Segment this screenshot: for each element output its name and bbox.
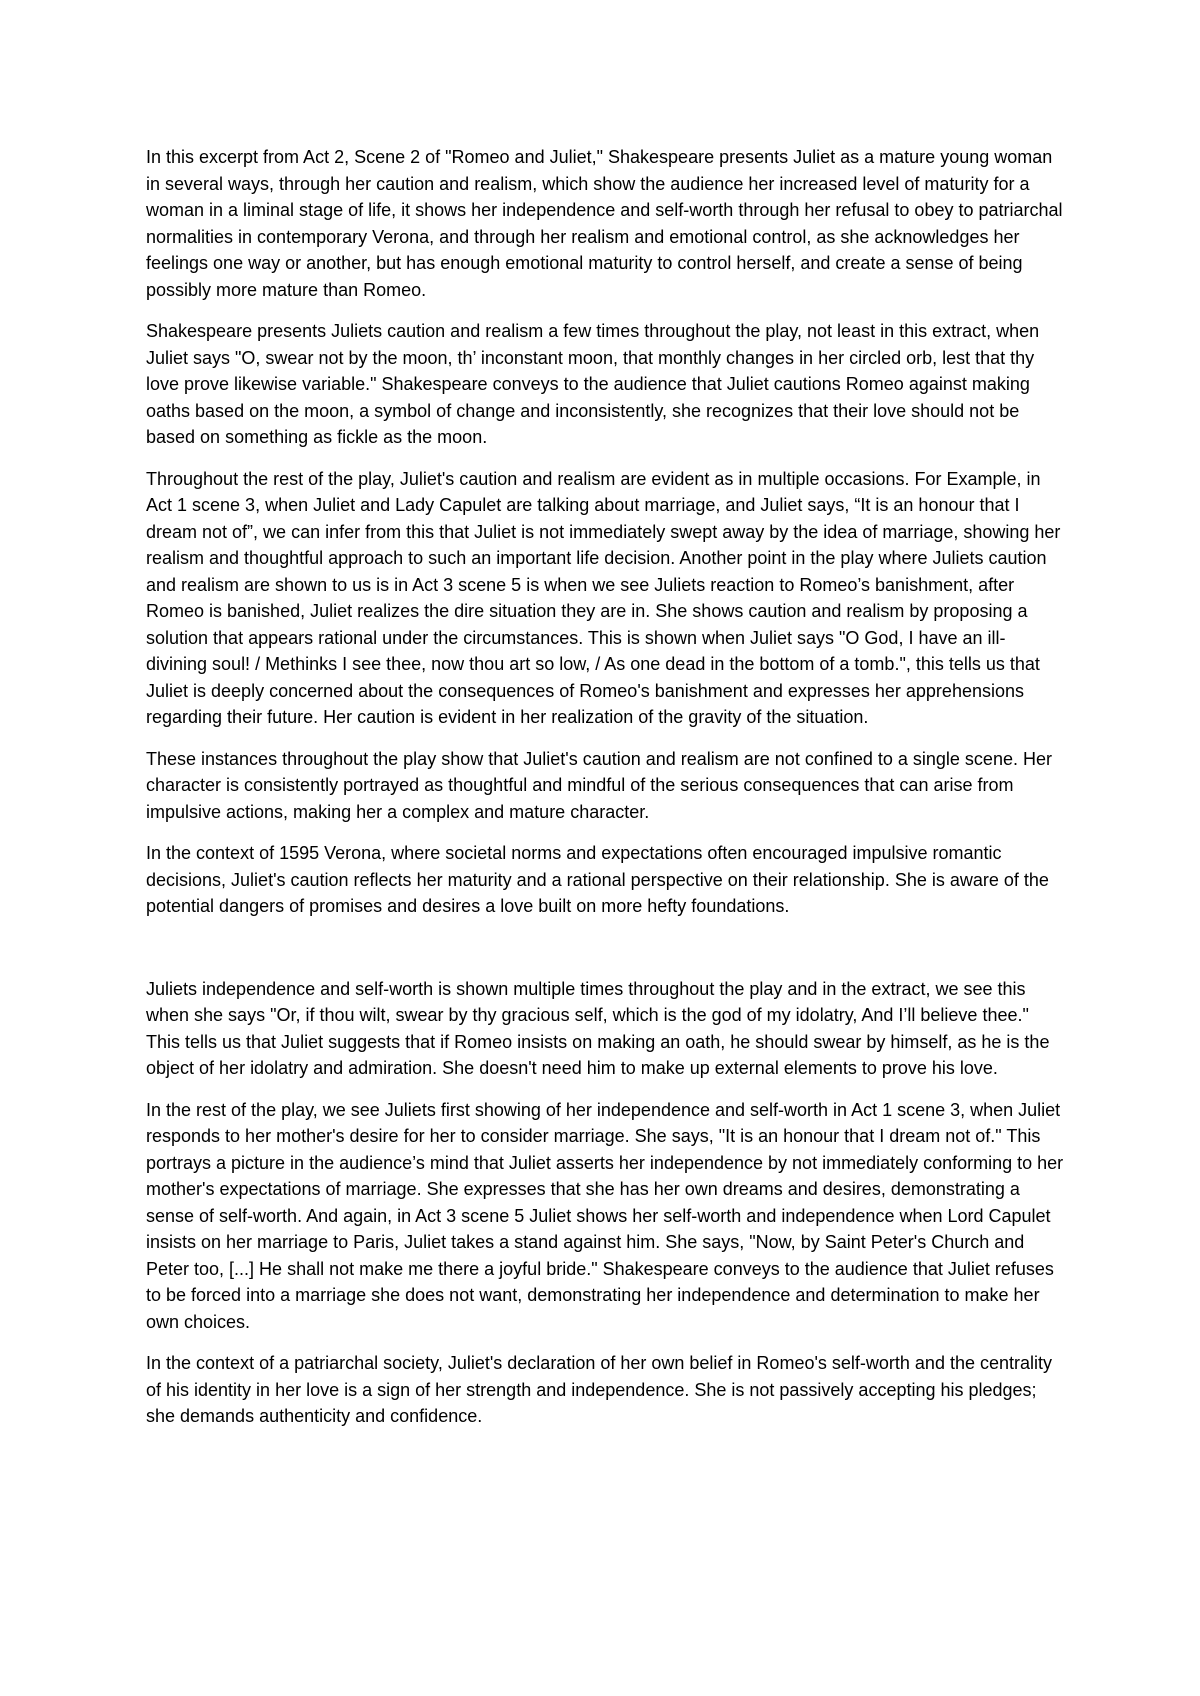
document-body <box>146 144 1066 1445</box>
paragraph-caution-summary: These instances throughout the play show that Juliet's caution and realism are not confined to a single scene. Her character is consistently portrayed as thoughtful and mindful of the serious consequences that can arise from impulsive actions, making her a complex and mature character. <box>146 748 1052 822</box>
paragraph-intro: In this excerpt from Act 2, Scene 2 of "Romeo and Juliet," Shakespeare presents Juliet as a mature young woman in several ways, through her caution and realism, which show the audience her increased level of maturity for a woman in a liminal stage of life, it shows her independence and self-worth through her refusal to obey to patriarchal normalities in contemporary Verona, and through her realism and emotional control, as she acknowledges her feelings one way or another, but has enough emotional maturity to control herself, and create a sense of being possibly more mature than Romeo. <box>146 147 1063 300</box>
paragraph-caution-context: In the context of 1595 Verona, where societal norms and expectations often encouraged impulsive romantic decisions, Juliet's caution reflects her maturity and a rational perspective on their relationship. She is aware of the potential dangers of promises and desires a love built on more hefty foundations. <box>146 843 1049 916</box>
paragraph-independence-extract: Juliets independence and self-worth is shown multiple times throughout the play and in the extract, we see this when she says "Or, if thou wilt, swear by thy gracious self, which is the god of my idolatry, And I’ll believe thee." This tells us that Juliet suggests that if Romeo insists on making an oath, he should swear by himself, as he is the object of her idolatry and admiration. She doesn't need him to make up external elements to prove his love. <box>146 978 1050 1078</box>
paragraph-independence-context: In the context of a patriarchal society, Juliet's declaration of her own belief in Romeo's self-worth and the centrality of his identity in her love is a sign of her strength and independence. She is not passively accepting his pledges; she demands authenticity and confidence. <box>146 1353 1053 1426</box>
paragraph-caution-play: Throughout the rest of the play, Juliet's caution and realism are evident as in multiple occasions. For Example, in Act 1 scene 3, when Juliet and Lady Capulet are talking about marriage, and Juliet says, “It is an honour that I dream not of”, we can infer from this that Juliet is not immediately swept away by the idea of marriage, showing her realism and thoughtful approach to such an important life decision. Another point in the play where Juliets caution and realism are shown to us is in Act 3 scene 5 is when we see Juliets reaction to Romeo’s banishment, after Romeo is banished, Juliet realizes the dire situation they are in. She shows caution and realism by proposing a solution that appears rational under the circumstances. This is shown when Juliet says "O God, I have an ill-divining soul! / Methinks I see thee, now thou art so low, / As one dead in the bottom of a tomb.", this tells us that Juliet is deeply concerned about the consequences of Romeo's banishment and expresses her apprehensions regarding their future. Her caution is evident in her realization of the gravity of the situation. <box>146 468 1061 727</box>
paragraph-caution-extract: Shakespeare presents Juliets caution and realism a few times throughout the play, not least in this extract, when Juliet says "O, swear not by the moon, th’ inconstant moon, that monthly changes in her circled orb, lest that thy love prove likewise variable." Shakespeare conveys to the audience that Juliet cautions Romeo against making oaths based on the moon, a symbol of change and inconsistently, she recognizes that their love should not be based on something as fickle as the moon. <box>146 321 1040 447</box>
paragraph-independence-play: In the rest of the play, we see Juliets first showing of her independence and self-worth in Act 1 scene 3, when Juliet responds to her mother's desire for her to consider marriage. She says, "It is an honour that I dream not of." This portrays a picture in the audience’s mind that Juliet asserts her independence by not immediately conforming to her mother's expectations of marriage. She expresses that she has her own dreams and desires, demonstrating a sense of self-worth. And again, in Act 3 scene 5 Juliet shows her self-worth and independence when Lord Capulet insists on her marriage to Paris, Juliet takes a stand against him. She says, "Now, by Saint Peter's Church and Peter too, [...] He shall not make me there a joyful bride." Shakespeare conveys to the audience that Juliet refuses to be forced into a marriage she does not want, demonstrating her independence and determination to make her own choices. <box>146 1099 1064 1332</box>
